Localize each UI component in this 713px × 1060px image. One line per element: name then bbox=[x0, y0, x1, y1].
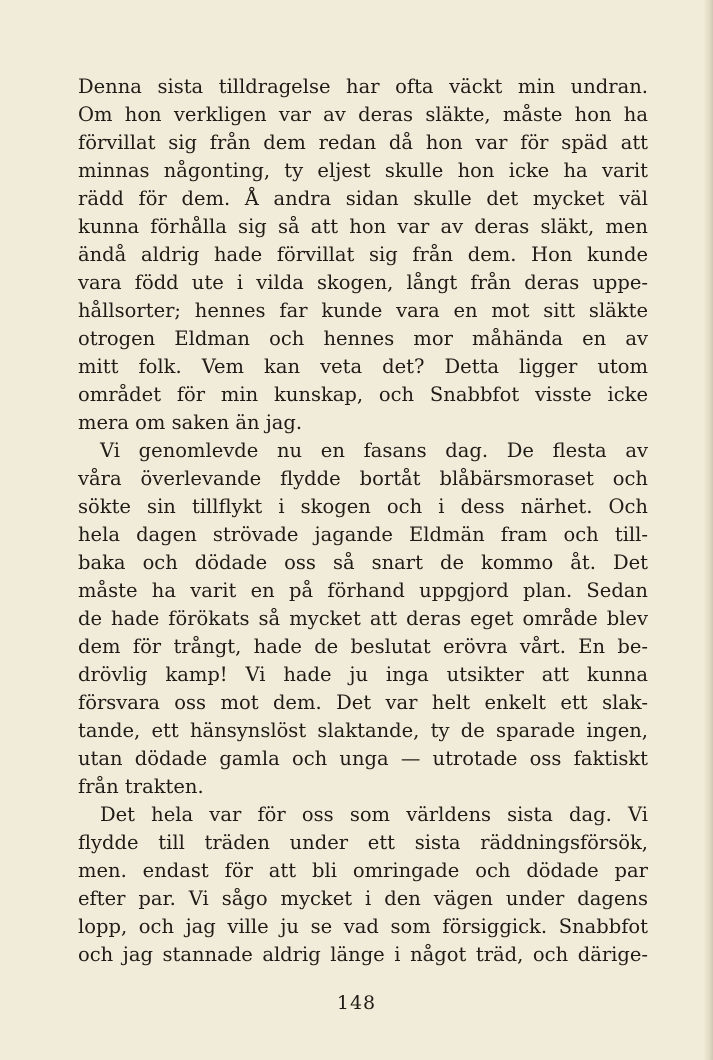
text-line: utan dödade gamla och unga — utrotade oss faktiskt bbox=[78, 747, 648, 770]
text-line: Vi genomlevde nu en fasans dag. De flesta av bbox=[100, 439, 648, 462]
text-line: flydde till träden under ett sista räddningsförsök, bbox=[78, 831, 648, 854]
page-number: 148 bbox=[336, 992, 377, 1014]
text-line: Om hon verkligen var av deras släkte, måste hon ha bbox=[78, 103, 648, 126]
page-edge-shadow bbox=[704, 0, 713, 1060]
paragraph-1 bbox=[78, 73, 648, 437]
text-line: men. endast för att bli omringade och dödade par bbox=[78, 859, 648, 882]
text-line: tande, ett hänsynslöst slaktande, ty de sparade ingen, bbox=[78, 719, 648, 742]
text-line: Det hela var för oss som världens sista dag. Vi bbox=[100, 803, 648, 826]
text-line: från trakten. bbox=[78, 775, 204, 798]
paragraph-2 bbox=[78, 437, 648, 801]
text-line: måste ha varit en på förhand uppgjord plan. Sedan bbox=[78, 579, 648, 602]
text-line: försvara oss mot dem. Det var helt enkelt ett slak- bbox=[78, 691, 648, 714]
text-line: området för min kunskap, och Snabbfot visste icke bbox=[78, 383, 648, 406]
text-line: och jag stannade aldrig länge i något träd, och därige- bbox=[78, 943, 648, 966]
text-line: rädd för dem. Å andra sidan skulle det mycket väl bbox=[78, 187, 648, 210]
text-line: mera om saken än jag. bbox=[78, 411, 303, 434]
text-line: otrogen Eldman och hennes mor måhända en av bbox=[78, 327, 648, 350]
text-line: lopp, och jag ville ju se vad som försiggick. Snabbfot bbox=[78, 915, 648, 938]
text-line: de hade förökats så mycket att deras eget område blev bbox=[78, 607, 648, 630]
text-line: hållsorter; hennes far kunde vara en mot sitt släkte bbox=[78, 299, 648, 322]
text-line: förvillat sig från dem redan då hon var för späd att bbox=[78, 131, 648, 154]
text-line: ändå aldrig hade förvillat sig från dem. Hon kunde bbox=[78, 243, 648, 266]
paragraph-3 bbox=[78, 801, 648, 969]
text-line: baka och dödade oss så snart de kommo åt. Det bbox=[78, 551, 648, 574]
text-line: vara född ute i vilda skogen, långt från deras uppe- bbox=[78, 271, 648, 294]
text-line: sökte sin tillflykt i skogen och i dess närhet. Och bbox=[78, 495, 648, 518]
text-line: efter par. Vi sågo mycket i den vägen under dagens bbox=[78, 887, 648, 910]
body-text bbox=[78, 73, 648, 969]
text-line: minnas någonting, ty eljest skulle hon icke ha varit bbox=[78, 159, 648, 182]
text-line: våra överlevande flydde bortåt blåbärsmoraset och bbox=[78, 467, 648, 490]
text-line: Denna sista tilldragelse har ofta väckt min undran. bbox=[78, 75, 648, 98]
text-line: dem för trångt, hade de beslutat erövra vårt. En be- bbox=[78, 635, 648, 658]
text-line: mitt folk. Vem kan veta det? Detta ligger utom bbox=[78, 355, 648, 378]
text-line: hela dagen strövade jagande Eldmän fram och till- bbox=[78, 523, 648, 546]
text-line: drövlig kamp! Vi hade ju inga utsikter att kunna bbox=[78, 663, 648, 686]
text-line: kunna förhålla sig så att hon var av deras släkt, men bbox=[78, 215, 648, 238]
